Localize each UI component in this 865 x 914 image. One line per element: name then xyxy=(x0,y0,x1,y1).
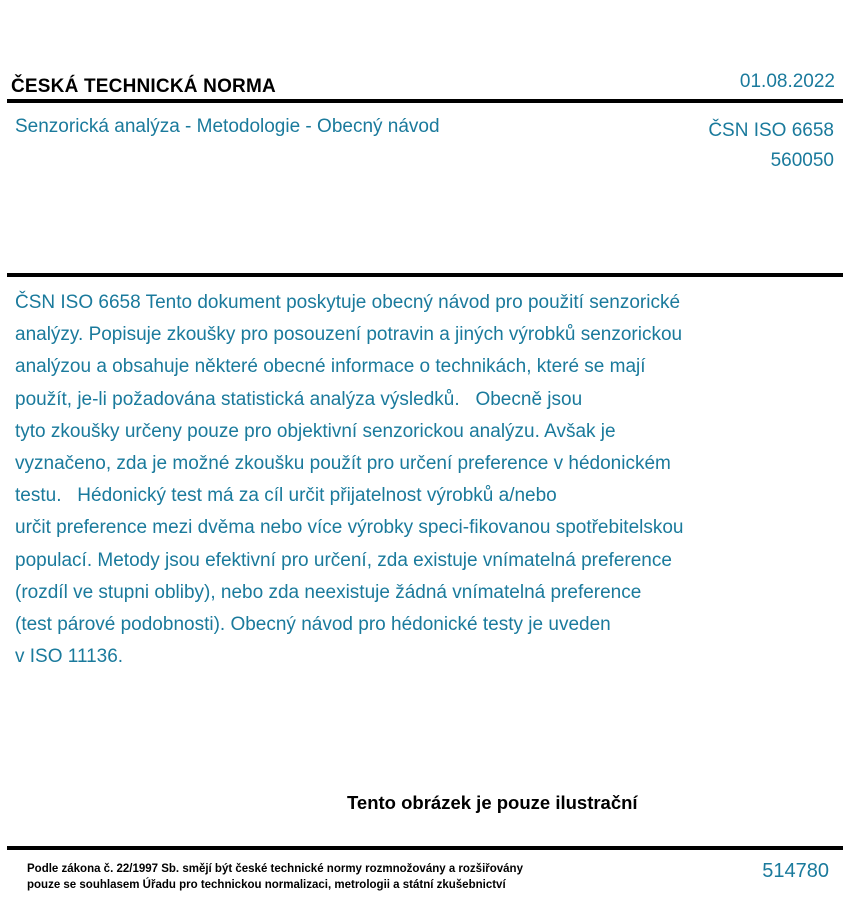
standard-title: Senzorická analýza - Metodologie - Obecný návod xyxy=(15,116,440,137)
abstract-line: populací. Metody jsou efektivní pro určení, zda existuje vnímatelná preference xyxy=(15,549,672,571)
standard-code: ČSN ISO 6658 xyxy=(708,120,834,141)
abstract-line: použít, je-li požadována statistická analýza výsledků. Obecně jsou xyxy=(15,388,583,410)
footer-rule xyxy=(7,846,843,850)
abstract-line: tyto zkoušky určeny pouze pro objektivní senzorickou analýzu. Avšak je xyxy=(15,420,616,442)
abstract-line: analýzy. Popisuje zkoušky pro posouzení potravin a jiných výrobků senzorickou xyxy=(15,324,683,346)
document-number: 514780 xyxy=(762,860,829,882)
illustration-disclaimer: Tento obrázek je pouze ilustrační xyxy=(347,792,638,813)
abstract-text xyxy=(15,287,805,673)
classification-number: 560050 xyxy=(770,150,834,171)
header-rule xyxy=(7,99,843,103)
abstract-line: analýzou a obsahuje některé obecné informace o technikách, které se mají xyxy=(15,356,646,378)
abstract-line: testu. Hédonický test má za cíl určit přijatelnost výrobků a/nebo xyxy=(15,485,557,507)
abstract-line: (test párové podobnosti). Obecný návod pro hédonické testy je uveden xyxy=(15,614,611,636)
abstract-line: určit preference mezi dvěma nebo více výrobky speci-fikovanou spotřebitelskou xyxy=(15,517,684,539)
standard-identifier xyxy=(708,116,834,176)
abstract-line: (rozdíl ve stupni obliby), nebo zda neexistuje žádná vnímatelná preference xyxy=(15,581,642,603)
legal-notice-line: Podle zákona č. 22/1997 Sb. smějí být české technické normy rozmnožovány a rozšiřovány xyxy=(27,863,523,875)
document-type-heading: ČESKÁ TECHNICKÁ NORMA xyxy=(11,76,276,97)
section-rule xyxy=(7,273,843,277)
abstract-line: v ISO 11136. xyxy=(15,646,124,668)
legal-notice-line: pouze se souhlasem Úřadu pro technickou normalizaci, metrologii a státní zkušebnictví xyxy=(27,878,506,891)
abstract-line: vyznačeno, zda je možné zkoušku použít pro určení preference v hédonickém xyxy=(15,453,671,475)
legal-notice xyxy=(27,862,523,893)
abstract-line: ČSN ISO 6658 Tento dokument poskytuje obecný návod pro použití senzorické xyxy=(15,292,681,313)
publication-date: 01.08.2022 xyxy=(739,71,835,92)
